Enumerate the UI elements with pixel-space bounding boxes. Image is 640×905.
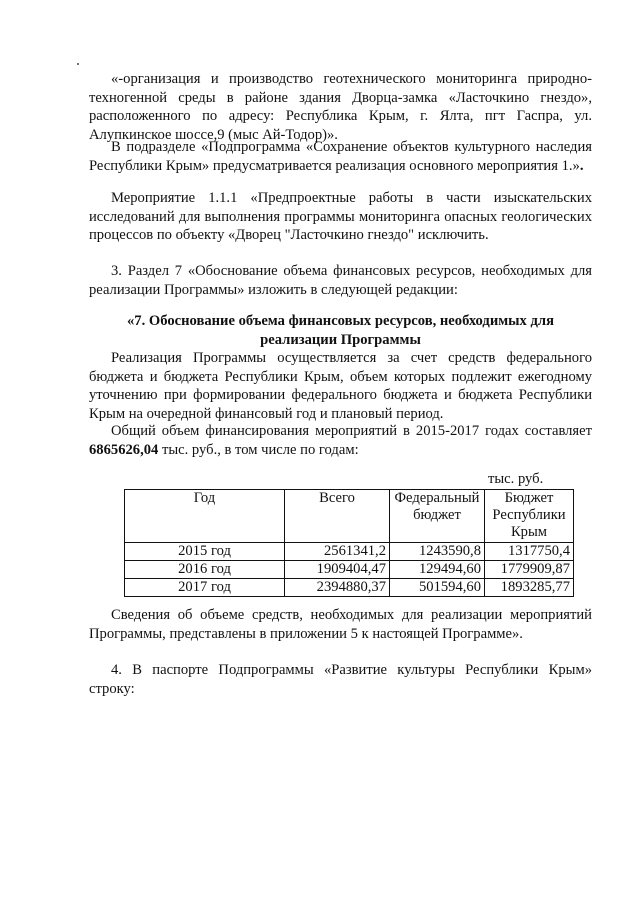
paragraph-appendix-reference bbox=[89, 606, 592, 643]
cell-republic: 1893285,77 bbox=[485, 579, 574, 597]
cell-republic: 1779909,87 bbox=[485, 561, 574, 579]
section-heading: «7. Обоснование объема финансовых ресурсов, необходимых для реализации Программы bbox=[127, 313, 554, 348]
table-row bbox=[125, 561, 574, 579]
paragraph-subprogram-heritage bbox=[89, 138, 592, 175]
cell-federal: 129494,60 bbox=[390, 561, 485, 579]
paragraph-subprogram-passport bbox=[89, 661, 592, 698]
paragraph-text: Сведения об объеме средств, необходимых для реализации мероприятий Программы, представлены в приложении 5 к настоящей Программе». bbox=[89, 607, 592, 642]
cell-total: 2394880,37 bbox=[285, 579, 390, 597]
cell-year: 2015 год bbox=[125, 543, 285, 561]
paragraph-measure-exclude bbox=[89, 189, 592, 245]
cell-federal: 501594,60 bbox=[390, 579, 485, 597]
header-republic: Бюджет Республики Крым bbox=[485, 490, 574, 543]
paragraph-total-financing bbox=[89, 422, 592, 459]
table-header-row bbox=[125, 490, 574, 543]
paragraph-text: 3. Раздел 7 «Обоснование объема финансовых ресурсов, необходимых для реализации Программы» изложить в следующей редакции: bbox=[89, 263, 592, 298]
paragraph-section-7-change bbox=[89, 262, 592, 299]
paragraph-text: 4. В паспорте Подпрограммы «Развитие культуры Республики Крым» строку: bbox=[89, 662, 592, 697]
header-federal: Федеральный бюджет bbox=[390, 490, 485, 543]
table-row bbox=[125, 543, 574, 561]
scan-speck bbox=[77, 63, 79, 65]
header-total: Всего bbox=[285, 490, 390, 543]
cell-republic: 1317750,4 bbox=[485, 543, 574, 561]
table-unit-label: тыс. руб. bbox=[488, 471, 544, 487]
paragraph-text: Общий объем финансирования мероприятий в 2015-2017 годах составляет bbox=[111, 423, 592, 439]
paragraph-text: Мероприятие 1.1.1 «Предпроектные работы в части изыскательских исследований для выполнения программы мониторинга опасных геологических процессов по объекту «Дворец "Ласточкино гнездо" исключить. bbox=[89, 190, 592, 243]
paragraph-mark: . bbox=[579, 157, 584, 174]
total-amount: 6865626,04 bbox=[89, 441, 159, 458]
cell-total: 2561341,2 bbox=[285, 543, 390, 561]
paragraph-text: В подразделе «Подпрограмма «Сохранение объектов культурного наследия Республики Крым» предусматривается реализация основного мероприятия 1.» bbox=[89, 139, 592, 174]
paragraph-text: тыс. руб., в том числе по годам: bbox=[158, 441, 359, 458]
financing-table bbox=[124, 489, 574, 597]
paragraph-geotech-monitoring bbox=[89, 70, 592, 144]
cell-year: 2017 год bbox=[125, 579, 285, 597]
cell-total: 1909404,47 bbox=[285, 561, 390, 579]
cell-year: 2016 год bbox=[125, 561, 285, 579]
table-row bbox=[125, 579, 574, 597]
paragraph-text: «-организация и производство геотехнического мониторинга природно-техногенной среды в районе здания Дворца-замка «Ласточкино гнездо», расположенного по адресу: Республика Крым, г. Ялта, пгт Гаспра, ул. Алупкинское шоссе,9 (мыс Ай-Тодор)». bbox=[89, 71, 592, 143]
paragraph-financing-source bbox=[89, 349, 592, 423]
cell-federal: 1243590,8 bbox=[390, 543, 485, 561]
paragraph-text: Реализация Программы осуществляется за счет средств федерального бюджета и бюджета Республики Крым, объем которых подлежит ежегодному уточнению при формировании федерального бюджета и бюджета Республики Крым на очередной финансовый год и плановый период. bbox=[89, 350, 592, 422]
header-year: Год bbox=[125, 490, 285, 543]
